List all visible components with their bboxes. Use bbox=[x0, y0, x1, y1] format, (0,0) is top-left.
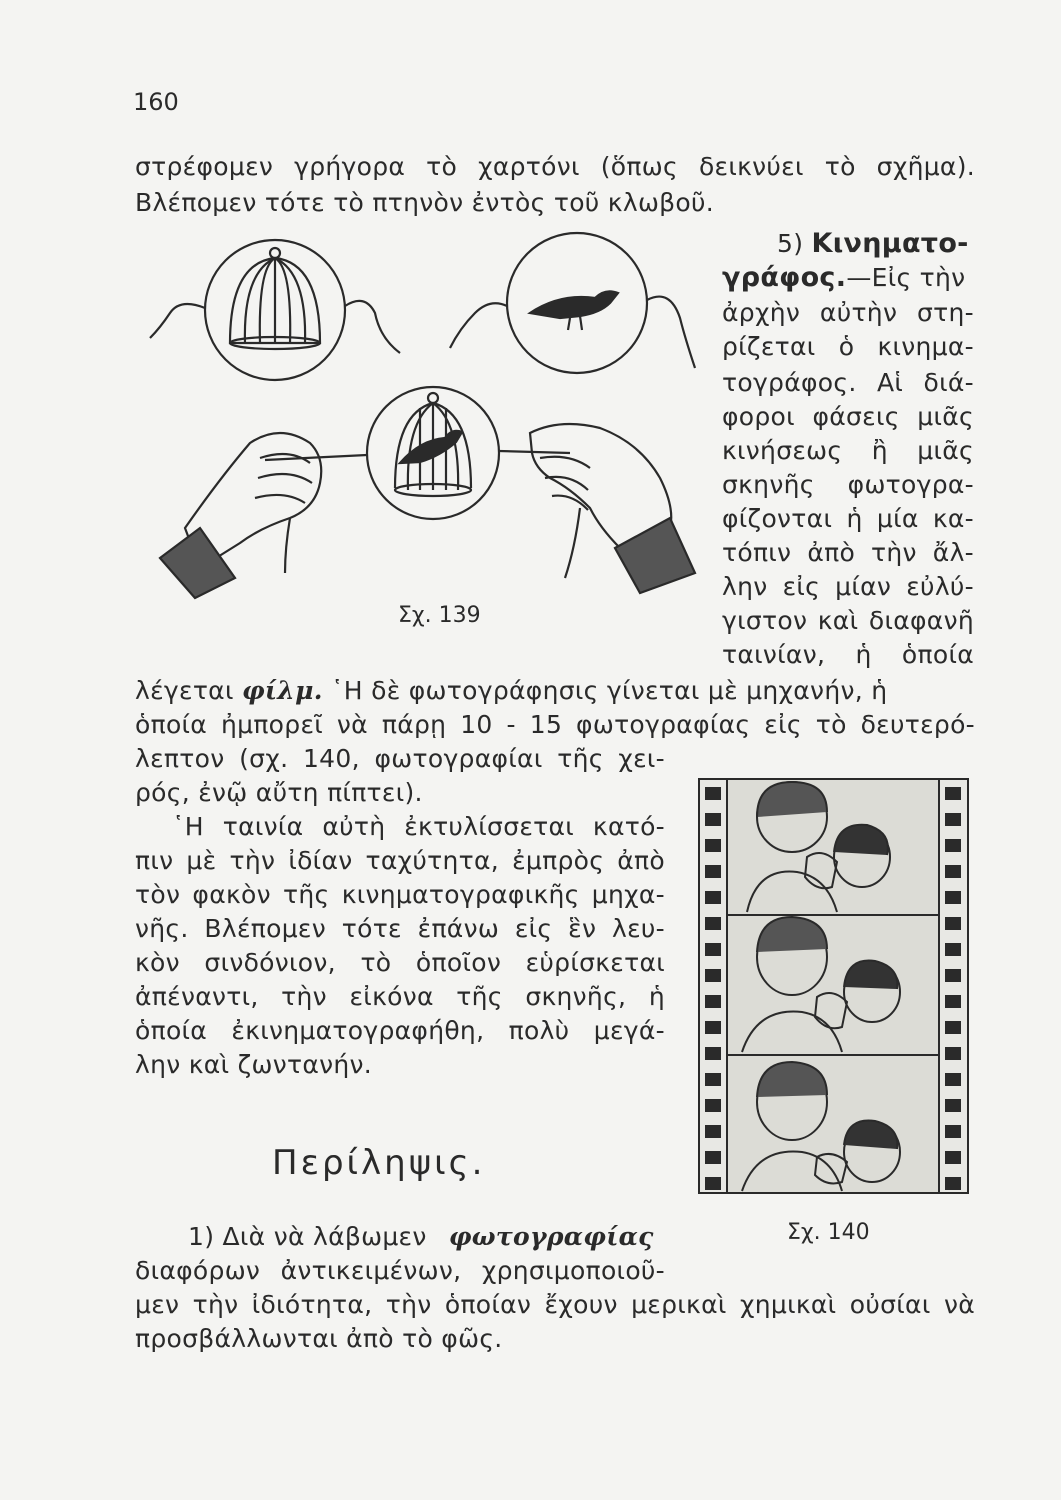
text-line: ρίζεται ὁ κινημα- bbox=[722, 332, 974, 361]
text-line bbox=[135, 676, 975, 705]
film-perforation bbox=[945, 943, 961, 956]
text-line: διαφόρων ἀντικειμένων, χρησιμοποιοῦ- bbox=[135, 1256, 665, 1285]
text-line: ὁποία ἐκινηματογραφήθη, πολὺ μεγά- bbox=[135, 1016, 665, 1045]
text-line: τογράφος. Αἱ διά- bbox=[722, 368, 974, 397]
film-perforation bbox=[945, 891, 961, 904]
text-line: Βλέπομεν τότε τὸ πτηνὸν ἐντὸς τοῦ κλωβοῦ. bbox=[135, 188, 715, 217]
section-number: 5) bbox=[777, 229, 804, 258]
section-title-part2: γράφος. bbox=[722, 262, 847, 293]
film-perforation bbox=[705, 1099, 721, 1112]
film-perforation bbox=[705, 1073, 721, 1086]
film-perforation bbox=[705, 1047, 721, 1060]
film-perforation bbox=[705, 917, 721, 930]
text-line: γιστον καὶ διαφανῆ bbox=[722, 606, 974, 635]
film-perforation bbox=[945, 865, 961, 878]
text-line: ταινίαν, ἡ ὁποία bbox=[722, 640, 974, 669]
text-line: νῆς. Βλέπομεν τότε ἐπάνω εἰς ἓν λευ- bbox=[135, 914, 665, 943]
text-line: κὸν σινδόνιον, τὸ ὁποῖον εὑρίσκεται bbox=[135, 948, 665, 977]
film-perforation bbox=[945, 917, 961, 930]
film-perforation bbox=[705, 839, 721, 852]
figure-139-thaumatrope bbox=[140, 228, 700, 608]
film-perforation bbox=[945, 1125, 961, 1138]
text-span: —Εἰς τὴν bbox=[846, 263, 966, 292]
film-perforation bbox=[705, 1151, 721, 1164]
film-perforation bbox=[705, 969, 721, 982]
text-line: ὁποία ἠμπορεῖ νὰ πάρῃ 10 - 15 φωτογραφίας εἰς τὸ δευτερό- bbox=[135, 710, 975, 739]
text-line: τὸν φακὸν τῆς κινηματογραφικῆς μηχα- bbox=[135, 880, 665, 909]
text-line: ῾Η ταινία αὐτὴ ἐκτυλίσσεται κατό- bbox=[172, 812, 665, 841]
film-perforation bbox=[945, 1073, 961, 1086]
section-title-part1: Κινηματο- bbox=[811, 228, 969, 259]
film-perforation bbox=[945, 1151, 961, 1164]
emphasis-photographs: φωτογραφίας bbox=[448, 1222, 654, 1251]
page-number: 160 bbox=[133, 88, 179, 116]
text-line: τόπιν ἀπὸ τὴν ἄλ- bbox=[722, 538, 974, 567]
film-perforation bbox=[705, 1021, 721, 1034]
text-span: λέγεται bbox=[135, 676, 234, 705]
text-line: ρός, ἐνῷ αὔτη πίπτει). bbox=[135, 778, 423, 807]
text-line: φίζονται ἡ μία κα- bbox=[722, 504, 974, 533]
film-perforation bbox=[705, 787, 721, 800]
text-line: πιν μὲ τὴν ἰδίαν ταχύτητα, ἐμπρὸς ἀπὸ bbox=[135, 846, 665, 875]
film-perforation bbox=[705, 891, 721, 904]
film-perforation bbox=[705, 1125, 721, 1138]
film-perforation bbox=[945, 1099, 961, 1112]
film-perforation bbox=[705, 1177, 721, 1190]
section-heading-cinema bbox=[777, 228, 969, 259]
figure-139-caption: Σχ. 139 bbox=[398, 603, 481, 628]
film-perforation bbox=[945, 995, 961, 1008]
film-perforation bbox=[705, 943, 721, 956]
text-line: λην καὶ ζωντανήν. bbox=[135, 1050, 373, 1079]
text-line: λεπτον (σχ. 140, φωτογραφίαι τῆς χει- bbox=[135, 744, 665, 773]
text-span: 1) Διὰ νὰ λάβωμεν bbox=[188, 1222, 427, 1251]
film-perforation bbox=[705, 865, 721, 878]
film-perforation bbox=[945, 787, 961, 800]
text-line bbox=[188, 1222, 668, 1251]
film-perforation bbox=[945, 813, 961, 826]
film-perforation bbox=[945, 1177, 961, 1190]
film-perforation bbox=[705, 995, 721, 1008]
film-perforation bbox=[945, 839, 961, 852]
figure-140-caption: Σχ. 140 bbox=[787, 1220, 870, 1245]
text-line: λην εἰς μίαν εὐλύ- bbox=[722, 572, 974, 601]
text-line: ἀρχὴν αὐτὴν στη- bbox=[722, 298, 974, 327]
film-perforation bbox=[945, 1047, 961, 1060]
film-perforation bbox=[945, 1021, 961, 1034]
text-line: ἀπέναντι, τὴν εἰκόνα τῆς σκηνῆς, ἡ bbox=[135, 982, 665, 1011]
film-perforation bbox=[705, 813, 721, 826]
text-line: φοροι φάσεις μιᾶς bbox=[722, 402, 974, 431]
text-line: σκηνῆς φωτογρα- bbox=[722, 470, 974, 499]
film-perforation bbox=[945, 969, 961, 982]
text-line bbox=[722, 262, 965, 293]
emphasis-film: φίλμ. bbox=[241, 676, 323, 705]
text-line: προσβάλλωνται ἀπὸ τὸ φῶς. bbox=[135, 1324, 503, 1353]
text-span: ῾Η δὲ φωτογράφησις γίνεται μὲ μηχανήν, ἡ bbox=[330, 676, 888, 705]
text-line: στρέφομεν γρήγορα τὸ χαρτόνι (ὅπως δεικνύει τὸ σχῆμα). bbox=[135, 152, 975, 181]
text-line: μεν τὴν ἰδιότητα, τὴν ὁποίαν ἔχουν μερικαὶ χημικαὶ οὐσίαι νὰ bbox=[135, 1290, 975, 1319]
text-line: κινήσεως ἢ μιᾶς bbox=[722, 436, 974, 465]
summary-heading: Περίληψις. bbox=[272, 1143, 486, 1183]
figure-140-film-strip bbox=[697, 777, 970, 1195]
